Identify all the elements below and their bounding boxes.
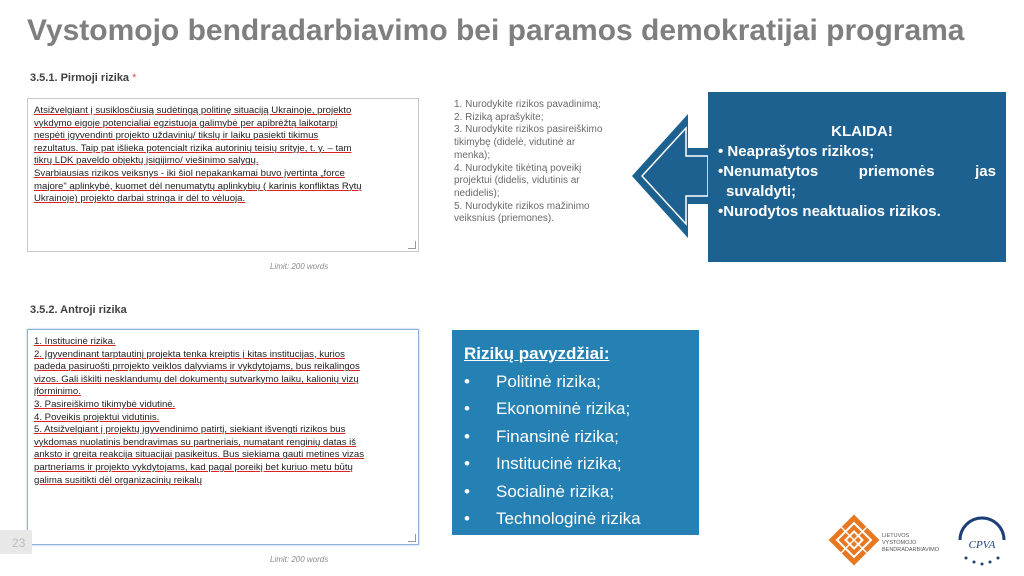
- resize-handle[interactable]: [408, 534, 416, 542]
- text-line: tikrų LDK paveldo objektų įsigijimo/ viešinimo salygų.: [34, 155, 259, 167]
- bullet-icon: •: [464, 509, 470, 528]
- risk-item: Politinė rizika;: [496, 371, 601, 391]
- text-line: padeda pasiruošti prrojekto veiklos dalyviams ir vykdytojams, bus reikalingos: [34, 361, 360, 373]
- text-line: 3. Pasireiškimo tikimybė vidutinė.: [34, 398, 176, 410]
- bullet-icon: •: [464, 399, 470, 418]
- text-line: Svarbiausias rizikos veiksnys - iki šiol nepakankamai buvo įvertinta „force: [34, 167, 345, 179]
- risk-item: Finansinė rizika;: [496, 426, 619, 446]
- section1-label-text: 3.5.1. Pirmoji rizika: [30, 72, 130, 84]
- risk-item: Institucinė rizika;: [496, 454, 622, 473]
- error-item: •Nurodytos neaktualios rizikos.: [718, 203, 941, 220]
- text-line: vykdomas nuolatinis bendravimas su partneriais, numatant renginių datas iš: [34, 436, 357, 448]
- text-line: rezultatus. Taip pat išlieka potencialt rizika autorinių teisių srityje, t. y. – tam: [34, 142, 352, 154]
- cpva-logo: [952, 510, 1012, 572]
- error-item: [718, 162, 996, 182]
- section2-label: 3.5.2. Antroji rizika: [30, 304, 127, 316]
- risk-item: Technologinė rizika: [496, 509, 641, 528]
- text-line: majore" aplinkybė, kuomet dėl nenumatytų aplinkybių ( karinis konfliktas Rytų: [34, 180, 362, 192]
- text-line: 5. Atsižvelgiant į projektų įgyvendinimo patirtį, siekiant išvengti rizikos bus: [34, 424, 346, 436]
- hint-line: 4. Nurodykite tikėtiną poveikį: [454, 162, 582, 174]
- text-line: įforminimo.: [34, 386, 81, 398]
- slide-title: Vystomojo bendradarbiavimo bei paramos demokratijai programa: [27, 14, 965, 47]
- error-callout: [708, 92, 1006, 262]
- second-risk-textarea[interactable]: [27, 329, 419, 545]
- list-item: [464, 368, 689, 396]
- error-item-cont: suvaldyti;: [726, 183, 797, 200]
- hint-line: menka);: [454, 149, 491, 161]
- error-word: •Nenumatytos: [718, 163, 819, 180]
- error-heading: KLAIDA!: [831, 123, 893, 140]
- hint-line: projektui (didelis, vidutinis ar: [454, 175, 580, 187]
- list-item: [464, 505, 689, 533]
- cpva-text: CPVA: [968, 539, 996, 551]
- first-risk-textarea[interactable]: [27, 98, 419, 252]
- section1-label: [30, 72, 136, 84]
- hint-line: tikimybę (didelė, vidutinė ar: [454, 137, 576, 149]
- text-line: 4. Poveikis projektui vidutinis.: [34, 411, 160, 423]
- bullet-icon: •: [464, 481, 470, 501]
- hint-line: nedidelis);: [454, 187, 500, 199]
- text-line: partneriams ir projekto vykdytojams, kad pagal poreikį bet kuriuo metu būtų: [34, 461, 353, 473]
- error-word: jas: [975, 163, 996, 180]
- logo-text-line: BENDRADARBIAVIMO: [882, 547, 940, 553]
- bullet-icon: •: [464, 454, 470, 473]
- text-line: vykdymo eigoje potencialiai egzistuoja galimybė per apibrėžtą laikotarpį: [34, 117, 338, 129]
- page-number: 23: [12, 536, 26, 550]
- error-word: priemonės: [858, 163, 935, 180]
- bullet-icon: •: [464, 426, 470, 446]
- instructions-list: [454, 99, 634, 226]
- text-line: Atsižvelgiant į susiklosčiusią sudėtingą politinę situaciją Ukrainoje, projekto: [34, 105, 352, 116]
- text-line: Ukrainoje) projekto darbai stringa ir dėl to vėluoja.: [34, 193, 246, 205]
- text-line: 2. Įgyvendinant tarptautinį projekta tenka kreiptis į kitas institucijas, kurios: [34, 348, 345, 360]
- word-limit-2: Limit: 200 words: [270, 555, 329, 564]
- hint-line: 5. Nurodykite rizikos mažinimo: [454, 200, 590, 212]
- risk-item: Ekonominė rizika;: [496, 399, 631, 418]
- left-arrow-icon: [630, 112, 712, 240]
- lvb-logo: [822, 510, 952, 574]
- logo-text-line: VYSTOMOJO: [882, 540, 917, 546]
- hint-line: veiksnius (priemones).: [454, 213, 555, 225]
- hint-line: 3. Nurodykite rizikos pasireiškimo: [454, 124, 603, 136]
- risk-examples-heading: Rizikų pavyzdžiai:: [464, 344, 610, 363]
- text-line: anksto ir greita reakcija situacijai pasikeitus. Bus siekiama gauti metines vizas: [34, 449, 365, 461]
- hint-line: 1. Nurodykite rizikos pavadinimą;: [454, 99, 601, 110]
- text-line: vizos. Gali iškilti nesklandumų del dokumentų sutvarkymo laiku, kalionių vizų: [34, 373, 359, 385]
- list-item: [464, 395, 689, 423]
- bullet-icon: •: [464, 371, 470, 391]
- error-item: • Neaprašytos rizikos;: [718, 143, 875, 160]
- risk-item: Socialinė rizika;: [496, 481, 615, 501]
- list-item: [464, 423, 689, 451]
- required-mark: *: [132, 72, 137, 84]
- text-line: nespėti įgyvendinti projekto uždavinių/ tikslų ir laiku pasiekti tikimus: [34, 130, 319, 142]
- text-line: 1. Institucinė rizika.: [34, 336, 116, 347]
- resize-handle[interactable]: [408, 241, 416, 249]
- list-item: [464, 450, 689, 478]
- hint-line: 2. Riziką aprašykite;: [454, 111, 544, 123]
- word-limit-1: Limit: 200 words: [270, 262, 329, 271]
- text-line: galima susitikti dėl organizacinių reikalų: [34, 474, 202, 486]
- list-item: [464, 478, 689, 506]
- risk-examples-box: [452, 330, 699, 535]
- logo-text-line: LIETUVOS: [882, 533, 910, 539]
